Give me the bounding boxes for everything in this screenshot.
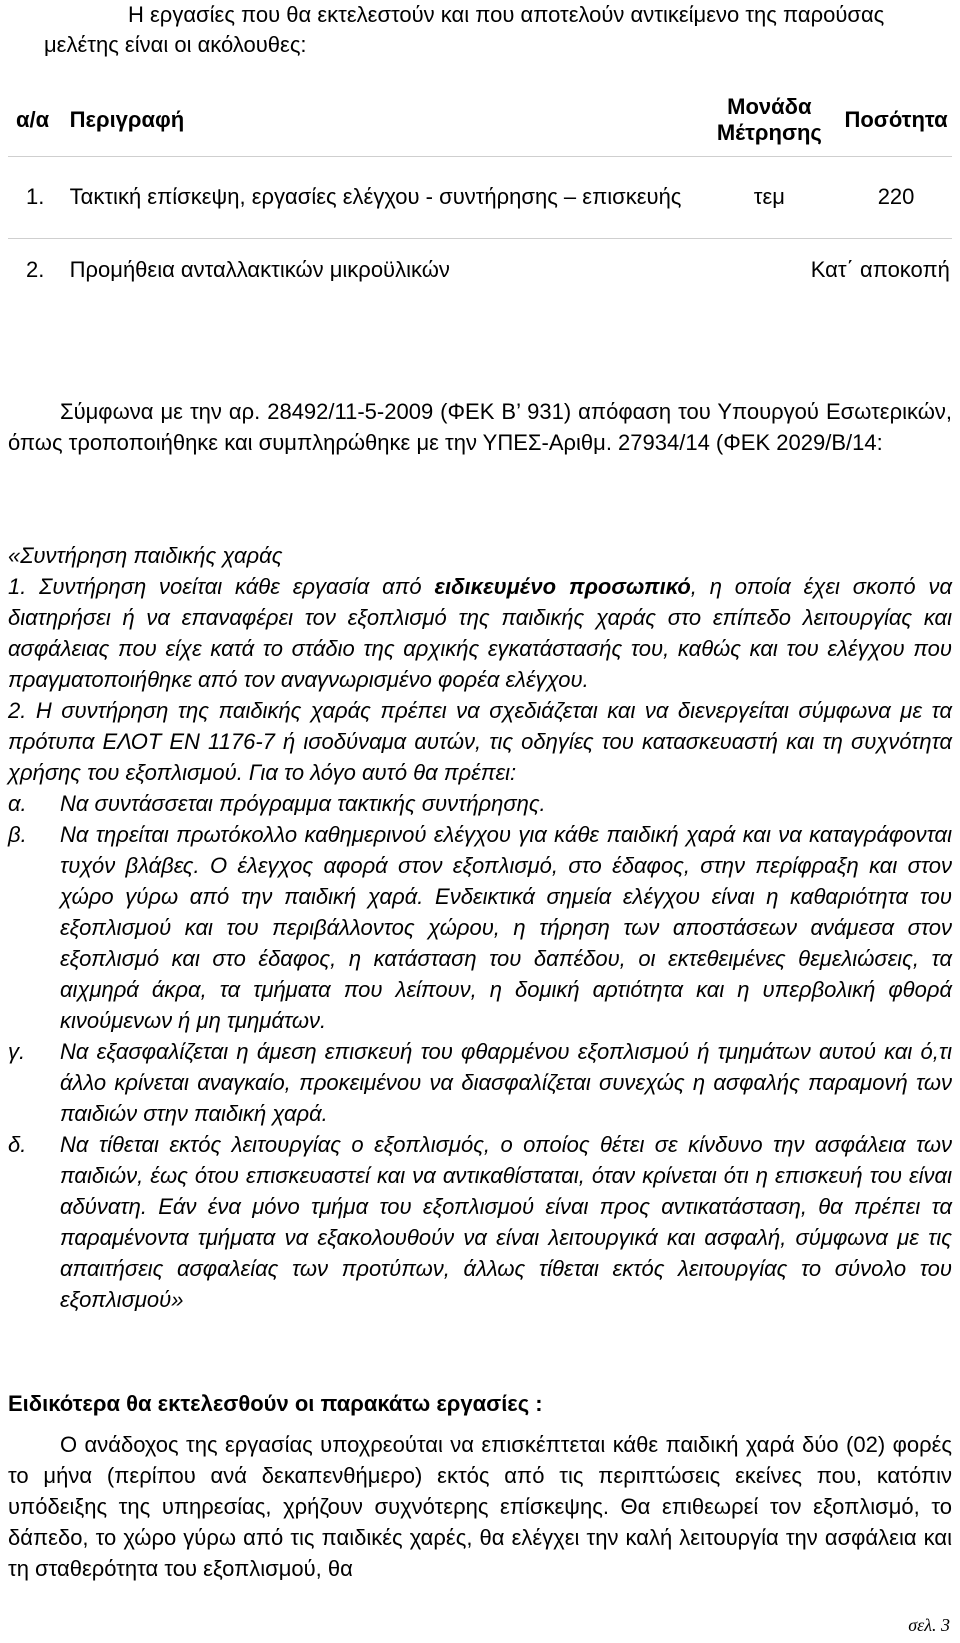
quote-p1-before: 1. Συντήρηση νοείται κάθε εργασία από xyxy=(8,574,435,599)
page-number: σελ. 3 xyxy=(908,1615,950,1635)
header-quantity: Ποσότητα xyxy=(844,106,948,132)
reference-paragraph xyxy=(8,396,952,458)
row-unit-merged: Κατ΄ αποκοπή xyxy=(810,257,950,283)
quote-item-d xyxy=(8,1129,952,1315)
body-text: Ο ανάδοχος της εργασίας υποχρεούται να επισκέπτεται κάθε παιδική χαρά δύο (02) φορές το μήνα (περίπου ανά δεκαπενθήμερο) εκτός από τις περιπτώσεις εκείνες που, κατόπιν υπόδειξης της υπηρεσίας, χρήζουν συχνότερης επίσκεψης. Θα επιθεωρεί τον εξοπλισμό, το δάπεδο, το χώρο γύρω από τις παιδικές χαρές, θα ελέγχει την καλή λειτουργία την ασφάλεια και τη σταθερότητα του εξοπλισμού, θα xyxy=(8,1432,952,1581)
quote-p1-bold: ειδικευμένο προσωπικό xyxy=(434,574,691,599)
maintenance-quote xyxy=(8,540,952,1315)
section-heading: Ειδικότερα θα εκτελεσθούν οι παρακάτω εργασίες : xyxy=(8,1391,543,1416)
item-label: γ. xyxy=(8,1039,26,1064)
table-row xyxy=(8,156,952,238)
row-quantity: 220 xyxy=(877,184,915,209)
row-number: 2. xyxy=(26,257,45,283)
intro-paragraph: Η εργασίες που θα εκτελεστούν και που αποτελούν αντικείμενο της παρούσας μελέτης είναι οι ακόλουθες: xyxy=(44,2,885,57)
quote-item-a xyxy=(8,788,952,819)
header-aa: α/α xyxy=(16,106,50,132)
works-table xyxy=(8,84,952,302)
row-unit: τεμ xyxy=(753,184,785,209)
quote-p1-after: , η οποία έχει σκοπό να διατηρήσει ή να επαναφέρει τον εξοπλισμό της παιδικής χαράς στο επίπεδο λειτουργίας και ασφάλειας που είχε κατά το στάδιο της αρχικής εγκατάστασής του, καθώς και του ελέγχου που πραγματοποιήθηκε από τον αναγνωρισμένο φορέα ελέγχου. xyxy=(8,574,952,692)
item-text: Να συντάσσεται πρόγραμμα τακτικής συντήρησης. xyxy=(60,791,546,816)
item-text: Να τίθεται εκτός λειτουργίας ο εξοπλισμός, ο οποίος θέτει σε κίνδυνο την ασφάλεια των παιδιών, έως ότου επισκευαστεί και να αντικαθίσταται, όταν κρίνεται ότι η επισκευή του είναι αδύνατη. Εάν ένα μόνο τμήμα του εξοπλισμού είναι προς αντικατάσταση, θα πρέπει τα παραμένοντα τμήματα να εξακολουθούν να είναι λειτουργικά και ασφαλή, σύμφωνα με τις απαιτήσεις ασφαλείας των προτύπων, άλλως τίθεται εκτός λειτουργίας το σύνολο του εξοπλισμού» xyxy=(60,1132,952,1312)
quote-paragraph-1 xyxy=(8,571,952,695)
table-row xyxy=(8,238,952,302)
quote-item-c xyxy=(8,1036,952,1129)
quote-item-b xyxy=(8,819,952,1036)
row-description: Προμήθεια ανταλλακτικών μικροϋλικών xyxy=(69,257,450,283)
row-number: 1. xyxy=(26,184,45,209)
item-label: α. xyxy=(8,791,27,816)
header-unit: Μονάδα Μέτρησης xyxy=(716,93,822,145)
row-description: Τακτική επίσκεψη, εργασίες ελέγχου - συντήρησης – επισκευής xyxy=(69,184,682,209)
item-label: β. xyxy=(8,822,27,847)
item-text: Να εξασφαλίζεται η άμεση επισκευή του φθαρμένου εξοπλισμού ή τμημάτων αυτού και ό,τι άλλο κρίνεται αναγκαίο, προκειμένου να διασφαλίζεται συνεχώς η ασφαλής παραμονή των παιδιών στην παιδική χαρά. xyxy=(60,1039,952,1126)
header-description: Περιγραφή xyxy=(69,106,185,132)
reference-text: Σύμφωνα με την αρ. 28492/11-5-2009 (ΦΕΚ Β’ 931) απόφαση του Υπουργού Εσωτερικών, όπως τροποποιήθηκε και συμπληρώθηκε με την ΥΠΕΣ-Αριθμ. 27934/14 (ΦΕΚ 2029/Β/14: xyxy=(8,399,952,455)
table-header-row xyxy=(8,84,952,156)
quote-title: «Συντήρηση παιδικής χαράς xyxy=(8,543,283,568)
item-label: δ. xyxy=(8,1132,27,1157)
item-text: Να τηρείται πρωτόκολλο καθημερινού ελέγχου για κάθε παιδική χαρά και να καταγράφονται τυχόν βλάβες. Ο έλεγχος αφορά στον εξοπλισμό, στο έδαφος, στην περίφραξη και στον χώρο γύρω από την παιδική χαρά. Ενδεικτικά σημεία ελέγχου είναι η καθαριότητα του εξοπλισμού και του περιβάλλοντος χώρου, η τήρηση των αποστάσεων ανάμεσα στον εξοπλισμό και στο έδαφος, η κατάσταση του δαπέδου, οι εκτεθειμένες θεμελιώσεις, τα αιχμηρά άκρα, τα τμήματα που λείπουν, η δομική αρτιότητα και η υπερβολική φθορά κινούμενων ή μη τμημάτων. xyxy=(60,822,952,1033)
body-paragraph xyxy=(8,1429,952,1584)
quote-paragraph-2: 2. Η συντήρηση της παιδικής χαράς πρέπει να σχεδιάζεται και να διενεργείται σύμφωνα με τα πρότυπα ΕΛΟΤ ΕΝ 1176-7 ή ισοδύναμα αυτών, τις οδηγίες του κατασκευαστή και τη συχνότητα χρήσης του εξοπλισμού. Για το λόγο αυτό θα πρέπει: xyxy=(8,698,952,785)
